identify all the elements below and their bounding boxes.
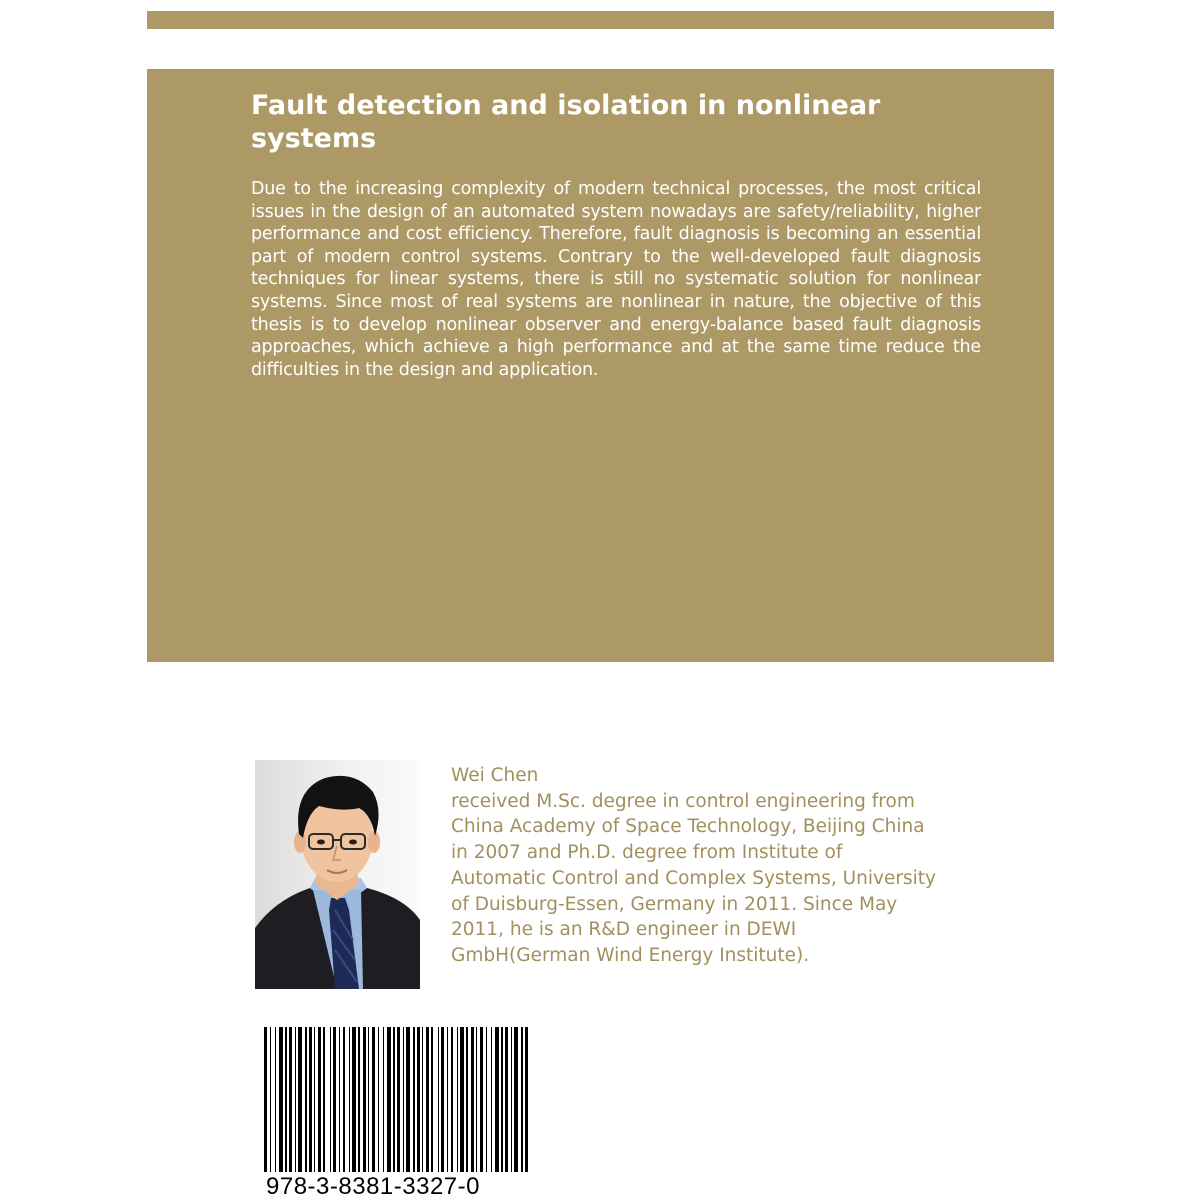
author-bio: [451, 763, 1011, 969]
author-photo: [255, 760, 420, 989]
isbn-number: 978-3-8381-3327-0: [266, 1173, 480, 1200]
synopsis-panel: [147, 69, 1054, 662]
synopsis-text: Due to the increasing complexity of modern technical processes, the most critical issues in the design of an automated system nowadays are safety/reliability, higher performance and cost efficiency. Therefore, fault diagnosis is becoming an essential part of modern control systems. Contrary to the well-developed fault diagnosis techniques for linear systems, there is still no systematic solution for nonlinear systems. Since most of real systems are nonlinear in nature, the objective of this thesis is to develop nonlinear observer and energy-balance based fault diagnosis approaches, which achieve a high performance and at the same time reduce the difficulties in the design and application.: [251, 179, 981, 380]
isbn-barcode: [262, 1027, 530, 1172]
book-title: Fault detection and isolation in nonlinear systems: [251, 90, 881, 154]
author-name: Wei Chen: [451, 765, 539, 786]
author-bio-text: received M.Sc. degree in control engineering from China Academy of Space Technology, Beijing China in 2007 and Ph.D. degree from Institute of Automatic Control and Complex Systems, University of Duisburg-Essen, Germany in 2011. Since May 2011, he is an R&D engineer in DEWI GmbH(German Wind Energy Institute).: [451, 790, 936, 966]
top-stripe: [147, 11, 1054, 29]
